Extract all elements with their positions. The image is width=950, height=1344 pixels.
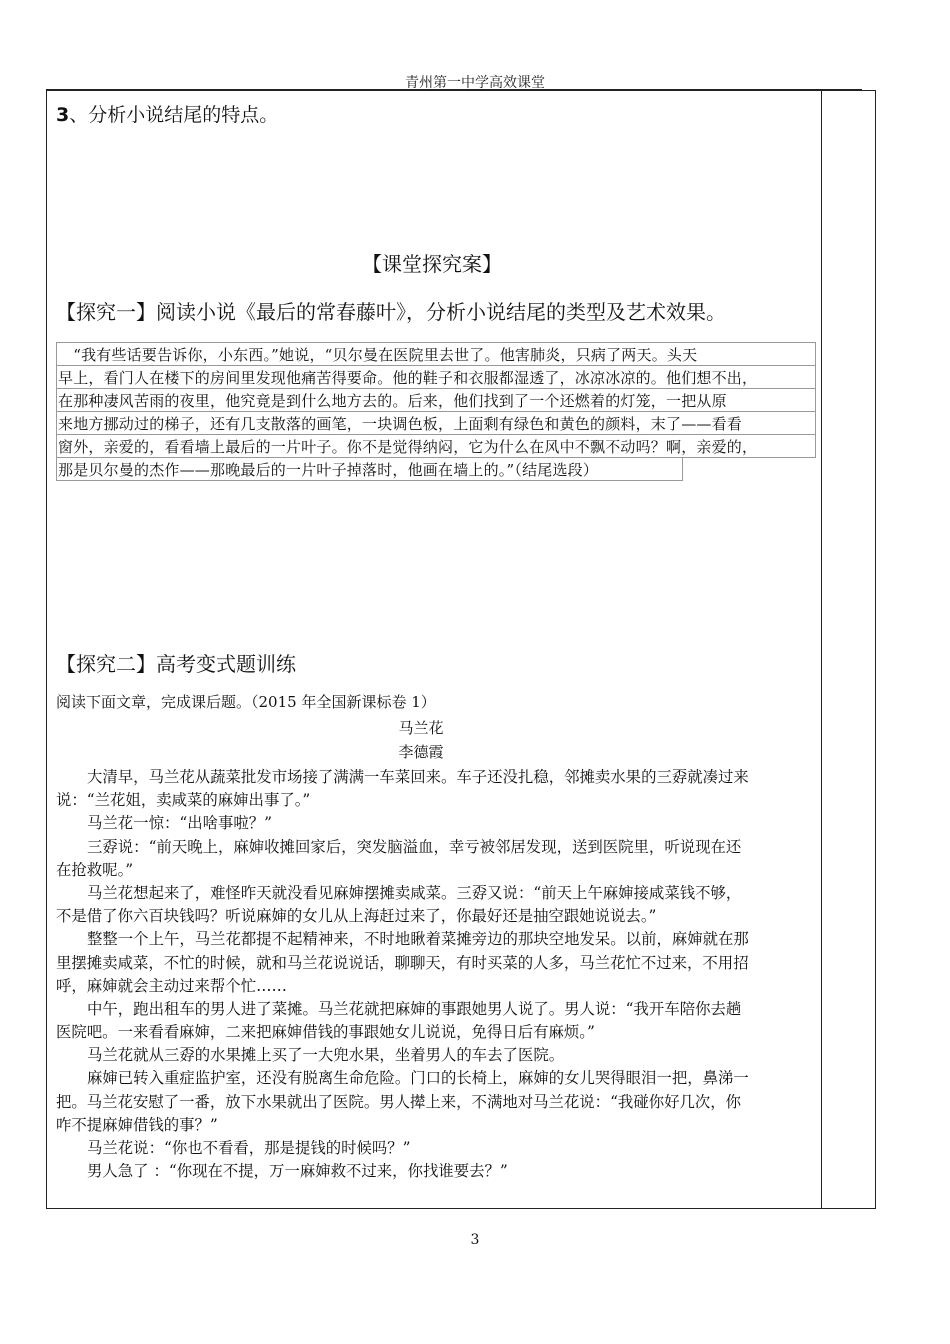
page-number: 3 <box>470 1232 480 1248</box>
passage-line: “我有些话要告诉你，小东西。”她说，“贝尔曼在医院里去世了。他害肺炎，只病了两天。头天 <box>56 342 816 366</box>
passage-line: 在那种凄风苦雨的夜里，他究竟是到什么地方去的。后来，他们找到了一个还燃着的灯笼，一把从原 <box>56 388 816 412</box>
question-number: 3 <box>56 104 70 126</box>
explore-two-heading: 【探究二】高考变式题训练 <box>56 652 296 676</box>
story-line: 里摆摊卖咸菜，不忙的时候，就和马兰花说说话，聊聊天，有时买菜的人多，马兰花忙不过来，不用招 <box>56 953 749 972</box>
right-column-divider <box>821 90 822 1209</box>
story-line: 马兰花想起来了，难怪昨天就没看见麻婶摆摊卖咸菜。三孬又说：“前天上午麻婶接咸菜钱不够， <box>87 883 742 902</box>
story-line: 麻婶已转入重症监护室，还没有脱离生命危险。门口的长椅上，麻婶的女儿哭得眼泪一把，鼻涕一 <box>87 1069 749 1088</box>
story-title: 马兰花 <box>398 719 444 737</box>
story-line: 医院吧。一来看看麻婶，二来把麻婶借钱的事跟她女儿说说，免得日后有麻烦。” <box>56 1023 595 1042</box>
story-line: 男人急了 ：“你现在不提，万一麻婶救不过来，你找谁要去？” <box>87 1162 508 1181</box>
story-line: 马兰花一惊：“出啥事啦？” <box>87 814 273 833</box>
story-line: 大清早，马兰花从蔬菜批发市场接了满满一车菜回来。车子还没扎稳，邻摊卖水果的三孬就凑过来 <box>87 768 749 786</box>
story-line: 说：“兰花姐，卖咸菜的麻婶出事了。” <box>56 791 311 810</box>
story-line: 中午，跑出租车的男人进了菜摊。马兰花就把麻婶的事跟她男人说了。男人说：“我开车陪你去趟 <box>87 999 742 1018</box>
explore-one-heading: 【探究一】阅读小说《最后的常春藤叶》，分析小说结尾的类型及艺术效果。 <box>56 300 726 324</box>
passage-line: 来地方挪动过的梯子，还有几支散落的画笔，一块调色板，上面剩有绿色和黄色的颜料，末了——看看 <box>56 411 816 435</box>
passage-line: 窗外，亲爱的，看看墙上最后的一片叶子。你不是觉得纳闷，它为什么在风中不飘不动吗？啊，亲爱的， <box>56 434 816 458</box>
story-line: 马兰花就从三孬的水果摊上买了一大兜水果，坐着男人的车去了医院。 <box>87 1046 565 1065</box>
story-line: 把。马兰花安慰了一番，放下水果就出了医院。男人撵上来，不满地对马兰花说：“我碰你好几次，你 <box>56 1092 742 1111</box>
story-line: 三孬说：“前天晚上，麻婶收摊回家后，突发脑溢血，幸亏被邻居发现，送到医院里，听说现在还 <box>87 837 742 856</box>
passage-line: 那是贝尔曼的杰作——那晚最后的一片叶子掉落时，他画在墙上的。”（结尾选段） <box>56 457 683 481</box>
story-line: 不是借了你六百块钱吗？听说麻婶的女儿从上海赶过来了，你最好还是抽空跟她说说去。” <box>56 907 657 926</box>
page-header-title: 青州第一中学高效课堂 <box>405 75 545 91</box>
story-author: 李德霞 <box>398 743 444 761</box>
story-line: 整整一个上午，马兰花都提不起精神来，不时地瞅着菜摊旁边的那块空地发呆。以前，麻婶就在那 <box>87 930 749 949</box>
question-text: 、分析小说结尾的特点。 <box>69 104 279 126</box>
question-3 <box>56 100 278 127</box>
story-line: 咋不提麻婶借钱的事？” <box>56 1115 218 1134</box>
story-line: 在抢救呢。” <box>56 860 134 879</box>
section-title: 【课堂探究案】 <box>362 252 502 276</box>
story-line: 呼，麻婶就会主动过来帮个忙…… <box>56 976 287 995</box>
story-body <box>56 766 816 1183</box>
reading-instruction: 阅读下面文章，完成课后题。（2015 年全国新课标卷 1） <box>56 693 436 711</box>
excerpt-passage <box>56 342 816 480</box>
passage-line: 早上，看门人在楼下的房间里发现他痛苦得要命。他的鞋子和衣服都湿透了，冰凉冰凉的。他们想不出， <box>56 365 816 389</box>
story-line: 马兰花说：“你也不看看，那是提钱的时候吗？” <box>87 1139 411 1157</box>
